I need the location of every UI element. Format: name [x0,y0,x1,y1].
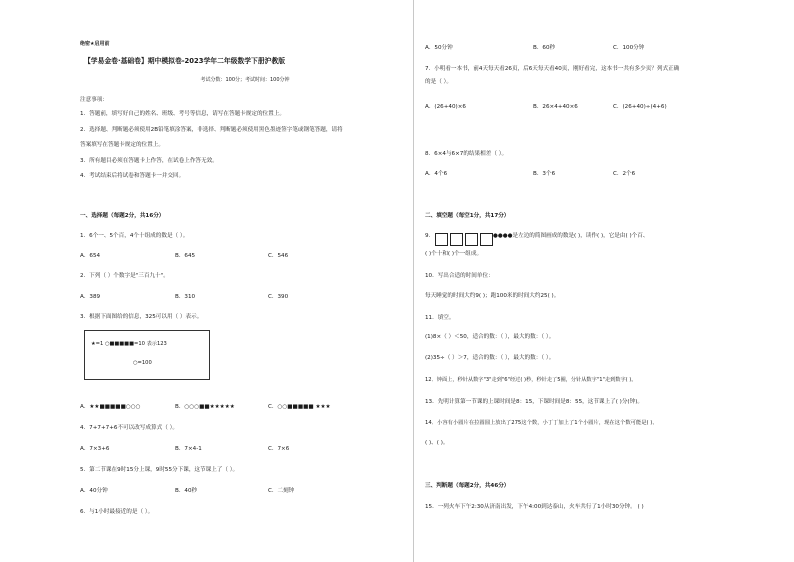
option-b: B．26×4+40×6 [533,104,578,110]
section-judge-header: 三、判断题（每题2分，共46分） [425,483,510,489]
note-2: 2．选择题、判断题必须使用2B铅笔填涂答案，非选择、判断题必须使用黑色墨迹签字笔或钢笔答题，请将 [80,127,343,133]
question-9-squares [435,229,495,242]
note-2-cont: 答案填写在答题卡规定的位置上。 [80,142,164,148]
option-c: C．○○■■■■■ ★★★ [268,404,331,410]
question-1: 1．6个一、5个百，4个十组成的数是（ ）。 [80,233,189,239]
question-14: 14．小容有小圆片在拉圆圆上放出了275这个数，小丁丁加上了1个小圆片，现在这个数可能是( )、 [425,420,658,426]
option-b: B．60秒 [533,45,556,51]
option-b: B．3个6 [533,171,556,177]
option-c: C．2个6 [613,171,636,177]
question-6: 6．与1小时最接近的是（ ）。 [80,509,154,515]
question-3-figure [84,330,210,380]
question-11-part-1: (1)8×（ ）＜50，适合的数：（ ），最大的数：（ ）。 [425,334,555,340]
question-11-part-2: (2)35÷（ ）＞7，适合的数：（ ），最大的数：（ ）。 [425,355,555,361]
section-fill-header: 二、填空题（每空1分，共17分） [425,213,510,219]
option-b: B．310 [175,294,196,300]
secret-label: 绝密★启用前 [80,41,110,47]
option-a: A．654 [80,253,101,259]
question-9-number: 9． [425,233,435,239]
option-c: C．100分钟 [613,45,645,51]
question-7-cont: 的是（ ）。 [425,79,452,85]
option-a: A．389 [80,294,101,300]
note-1: 1．答题前，填写好自己的姓名、班级、考号等信息，请写在答题卡规定的位置上。 [80,111,285,117]
question-12: 12．钟面上，秒针从数字"3"走到"6"经过( )秒，秒针走了5圈，分针从数字"1"走到数字( )。 [425,377,637,383]
question-13: 13．先明计算第一节课的上课时间是8：15，下课时间是8：55，这节课上了( )分(钟)。 [425,399,643,405]
question-8: 8．6×4与6×7的结果相差（ ）。 [425,151,508,157]
square-figure [435,233,448,246]
right-column [425,0,775,562]
note-3: 3．所有题目必须在答题卡上作答，在试卷上作答无效。 [80,158,218,164]
option-c: C．二刻钟 [268,488,295,494]
question-3: 3．根据下面图给的信息，325可以用（ ）表示。 [80,314,203,320]
option-a: A．★★■■■■■○○○ [80,404,141,410]
square-figure [480,233,493,246]
square-figure [450,233,463,246]
option-a: A．50分钟 [425,45,453,51]
section-choice-header: 一、选择题（每题2分，共16分） [80,213,165,219]
option-c: C．7×6 [268,446,290,452]
question-7: 7．小明看一本书，前4天每天看26页，后6天每天看40页，刚好看完，这本书一共有多少页？列式正确 [425,66,680,72]
option-a: A．(26+40)×6 [425,104,466,110]
question-9: ●●●●是左边的简图画成的数是( )，读作( )，它是由( )个百、 [493,233,649,239]
exam-info: 考试分数：100分；考试时间：100分钟 [200,77,290,83]
option-b: B．○○○■■★★★★★ [175,404,235,410]
question-15: 15．一列火车下午2:30从济南出发，下午4:00到达泰山，火车共行了1小时30分钟。 ( ) [425,504,644,510]
question-14-cont: ( )、( )。 [425,440,449,446]
question-11: 11．填空。 [425,315,455,321]
question-10-cont: 每天睡觉的时间大约9( )；跑100米的时间大约25( )。 [425,293,560,299]
question-9-cont: ( )个十和( )个一组成。 [425,251,483,257]
option-c: C．546 [268,253,289,259]
question-2: 2．下列（ ）个数字是"三百九十"。 [80,273,169,279]
option-c: C．390 [268,294,289,300]
question-4: 4．7+7+7+6不可以改写成算式（ ）。 [80,425,178,431]
option-b: B．645 [175,253,196,259]
column-divider [413,0,414,562]
option-b: B．7×4-1 [175,446,202,452]
figure-hundred: ○=100 [133,360,152,366]
square-figure [465,233,478,246]
note-4: 4．考试结束后将试卷和答题卡一并交回。 [80,173,185,179]
question-5: 5．第二节课在9时15分上课，9时55分下课，这节课上了（ ）。 [80,467,239,473]
exam-title: 【学易金卷·基础卷】期中模拟卷-2023学年二年级数学下册沪教版 [84,57,286,65]
notes-header: 注意事项： [80,97,108,103]
question-10: 10．写出合适的时间单位： [425,273,494,279]
figure-legend: ★=1 ○■■■■■=10 表示123 [91,341,167,347]
left-column [80,0,410,562]
option-a: A．7×3+6 [80,446,110,452]
option-c: C．(26+40)÷(4+6) [613,104,667,110]
option-a: A．4个6 [425,171,448,177]
option-a: A．40分钟 [80,488,108,494]
option-b: B．40秒 [175,488,198,494]
